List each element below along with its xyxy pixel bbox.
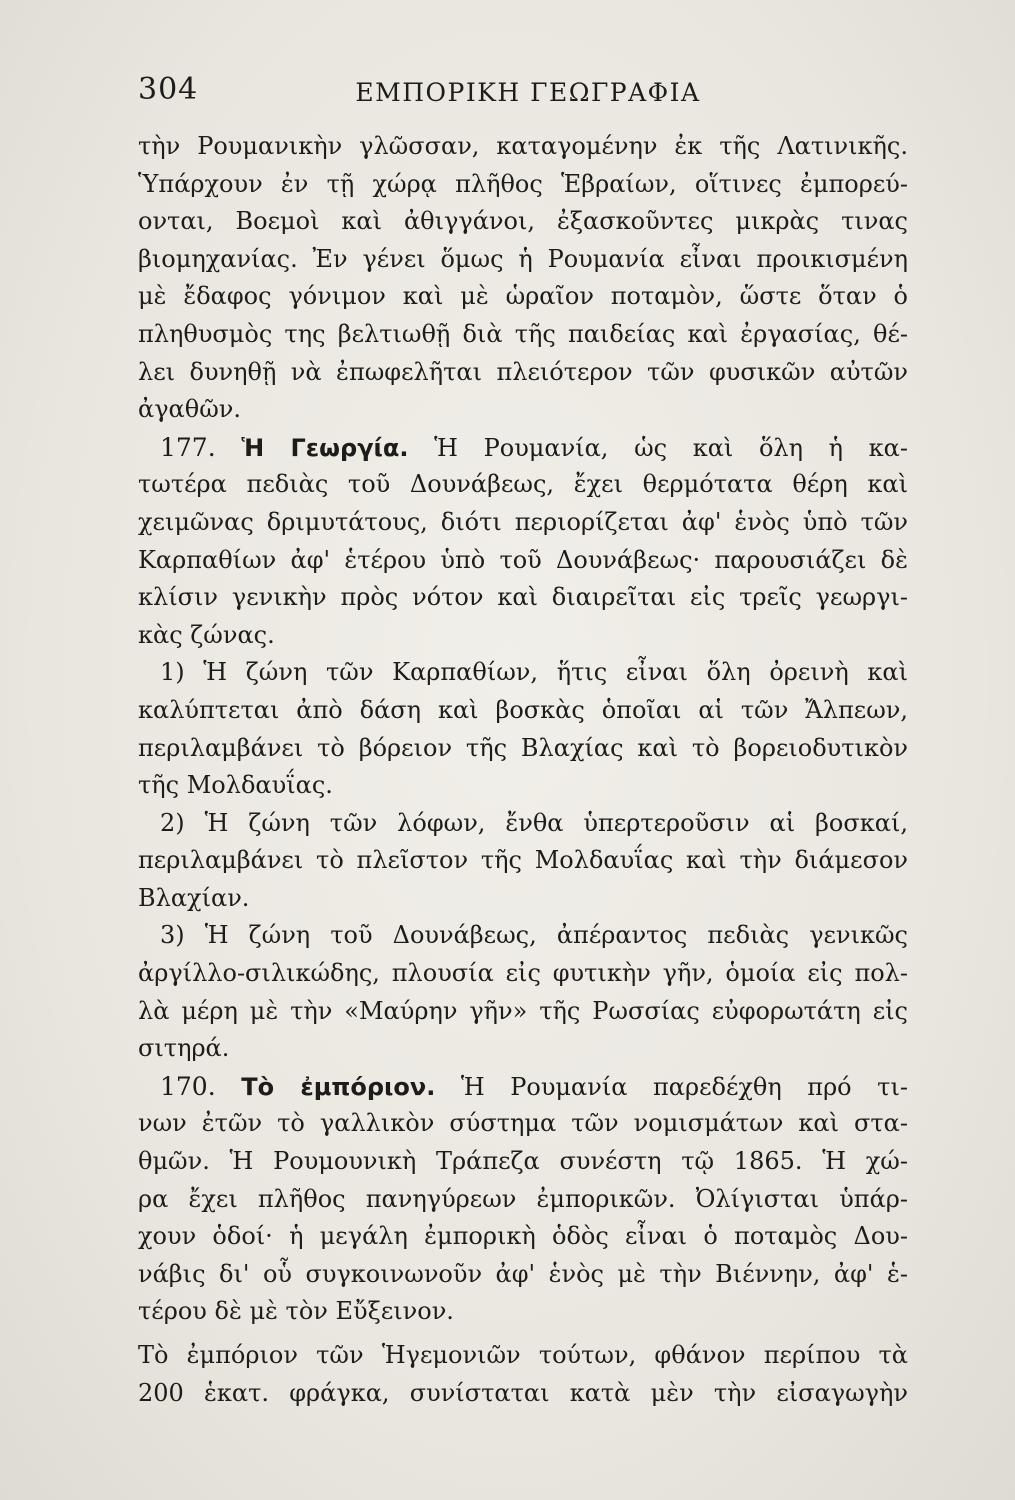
text-line: περιλαμβάνει τὸ πλεῖστον τῆς Μολδαυΐας καὶ τὴν διάμεσον [138,846,908,875]
section-number: 177. [160,432,216,462]
text-line: ἀργίλλο-σιλικώδης, πλουσία εἰς φυτικὴν γῆν, ὁμοία εἰς πολ- [138,959,908,988]
body-text [138,128,908,1412]
text-line: θμῶν. Ἡ Ρουμουνικὴ Τράπεζα συνέστη τῷ 1865. Ἡ χώ- [138,1147,908,1176]
section-first-line [138,1068,908,1106]
section-heading: Τὸ ἐμπόριον. [241,1072,436,1101]
zone-paragraph-1 [138,654,908,804]
text-line: Καρπαθίων ἀφ' ἑτέρου ὑπὸ τοῦ Δουνάβεως· παρουσιάζει δὲ [138,545,908,574]
paragraph [138,128,908,429]
text-line: πληθυσμὸς της βελτιωθῇ διὰ τῆς παιδείας καὶ ἐργασίας, θέ- [138,319,908,348]
text-line: λὰ μέρη μὲ τὴν «Μαύρην γῆν» τῆς Ρωσσίας εὐφορωτάτη εἰς [138,996,908,1025]
text-line: σιτηρά. [138,1034,230,1063]
paragraph [138,1337,908,1412]
page-header [138,62,918,112]
text-line: 3) Ἡ ζώνη τοῦ Δουνάβεως, ἀπέραντος πεδιὰς γενικῶς [160,921,908,950]
text-line-rest: Ἡ Ρουμανία, ὡς καὶ ὅλη ἡ κα- [434,433,908,462]
text-line: μὲ ἔδαφος γόνιμον καὶ μὲ ὡραῖον ποταμὸν, ὥστε ὅταν ὁ [138,282,908,311]
text-line: τέρου δὲ μὲ τὸν Εὔξεινον. [138,1297,454,1326]
text-line: τῆς Μολδαυΐας. [138,771,333,800]
text-line: κλίσιν γενικὴν πρὸς νότον καὶ διαιρεῖται εἰς τρεῖς γεωργι- [138,583,908,612]
section-170 [138,1068,908,1331]
text-line: καλύπτεται ἀπὸ δάση καὶ βοσκὰς ὁποῖαι αἱ τῶν Ἄλπεων, [138,695,908,724]
text-line-rest: Ἡ Ρουμανία παρεδέχθη πρό τι- [460,1072,908,1101]
page-number: 304 [138,72,199,107]
zone-paragraph-3 [138,917,908,1067]
running-title: ΕΜΠΟΡΙΚΗ ΓΕΩΓΡΑΦΙΑ [355,78,701,107]
zone-paragraph-2 [138,805,908,918]
text-line: ἀγαθῶν. [138,395,241,424]
text-line: ρα ἔχει πλῆθος πανηγύρεων ἐμπορικῶν. Ὀλίγισται ὑπάρ- [138,1184,908,1213]
text-line: Βλαχίαν. [138,883,250,912]
text-line: τωτέρα πεδιὰς τοῦ Δουνάβεως, ἔχει θερμότατα θέρη καὶ [138,470,908,499]
section-first-line [138,429,908,467]
text-line: 1) Ἡ ζώνη τῶν Καρπαθίων, ἥτις εἶναι ὅλη ὀρεινὴ καὶ [160,658,908,687]
text-line: χουν ὁδοί· ἡ μεγάλη ἐμπορικὴ ὁδὸς εἶναι ὁ ποταμὸς Δου- [138,1222,908,1251]
text-line: λει δυνηθῇ νὰ ἐπωφελῆται πλειότερον τῶν φυσικῶν αὐτῶν [138,357,908,386]
text-line: τὴν Ρουμανικὴν γλῶσσαν, καταγομένην ἐκ τῆς Λατινικῆς. [138,132,908,160]
text-line: Τὸ ἐμπόριον τῶν Ἡγεμονιῶν τούτων, φθάνον περίπου τὰ [138,1341,908,1369]
section-177 [138,429,908,655]
text-line: 200 ἑκατ. φράγκα, συνίσταται κατὰ μὲν τὴν εἰσαγωγὴν [138,1378,908,1407]
section-heading: Ἡ Γεωργία. [241,433,409,462]
text-line: χειμῶνας δριμυτάτους, διότι περιορίζεται ἀφ' ἑνὸς ὑπὸ τῶν [138,507,908,536]
text-line: νάβις δι' οὗ συγκοινωνοῦν ἀφ' ἑνὸς μὲ τὴν Βιέννην, ἀφ' ἑ- [138,1259,908,1288]
text-line: νων ἐτῶν τὸ γαλλικὸν σύστημα τῶν νομισμάτων καὶ στα- [138,1109,908,1138]
text-line: βιομηχανίας. Ἐν γένει ὅμως ἡ Ρουμανία εἶναι προικισμένη [138,244,908,273]
section-number: 170. [160,1071,216,1101]
text-line: περιλαμβάνει τὸ βόρειον τῆς Βλαχίας καὶ τὸ βορειοδυτικὸν [138,733,908,762]
text-line: Ὑπάρχουν ἐν τῇ χώρᾳ πλῆθος Ἑβραίων, οἵτινες ἐμπορεύ- [138,169,908,198]
text-line: 2) Ἡ ζώνη τῶν λόφων, ἔνθα ὑπερτεροῦσιν αἱ βοσκαί, [160,808,908,837]
text-line: ονται, Βοεμοὶ καὶ ἀθιγγάνοι, ἐξασκοῦντες μικρὰς τινας [138,207,908,236]
text-line: κὰς ζώνας. [138,620,275,649]
